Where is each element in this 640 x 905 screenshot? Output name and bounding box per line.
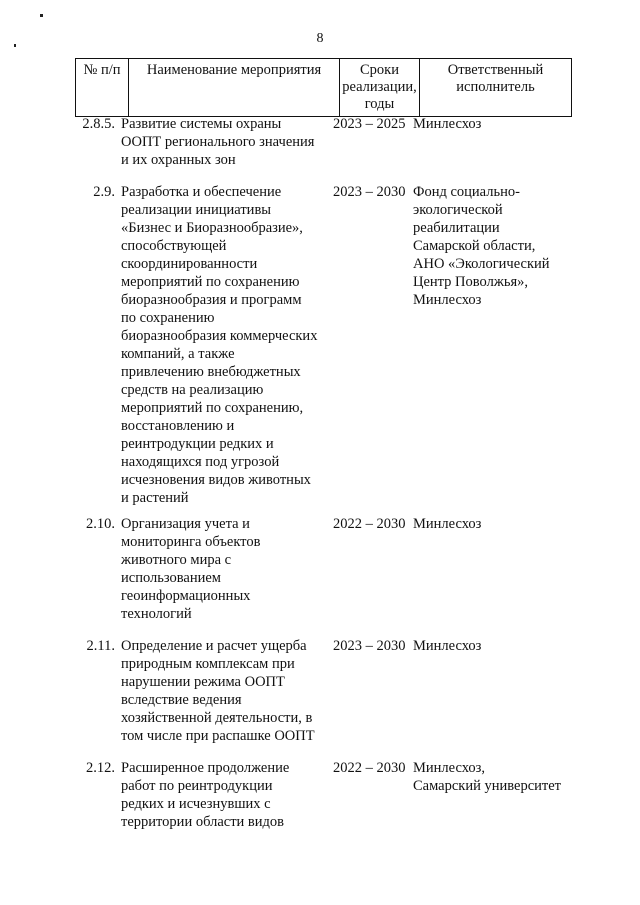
row-name-line: хозяйственной деятельности, в: [121, 710, 313, 726]
row-number: 2.12.: [86, 760, 115, 776]
header-responsible: [420, 59, 572, 117]
row-name-line: Организация учета и: [121, 516, 250, 532]
row-term: 2022 – 2030: [333, 760, 406, 776]
row-name-line: исчезновения видов животных: [121, 472, 311, 488]
row-number: 2.9.: [93, 184, 115, 200]
row-name-line: работ по реинтродукции: [121, 778, 273, 794]
row-responsible: [413, 115, 583, 133]
row-number: 2.10.: [86, 516, 115, 532]
row-responsible-line: Минлесхоз: [413, 292, 482, 308]
row-responsible-line: Минлесхоз: [413, 516, 482, 532]
header-term-line: годы: [364, 96, 395, 112]
row-name-line: по сохранению: [121, 310, 215, 326]
header-name: Наименование мероприятия: [129, 59, 340, 117]
row-name-line: привлечению внебюджетных: [121, 364, 301, 380]
scan-dot: [40, 14, 43, 17]
row-term: 2023 – 2025: [333, 116, 406, 132]
row-name-line: природным комплексам при: [121, 656, 295, 672]
row-name-line: вследствие ведения: [121, 692, 242, 708]
row-name-line: животного мира с: [121, 552, 232, 568]
row-responsible-line: АНО «Экологический: [413, 256, 550, 272]
row-name-line: Разработка и обеспечение: [121, 184, 282, 200]
row-name-line: Развитие системы охраны: [121, 116, 282, 132]
header-term-line: реализации,: [342, 79, 417, 95]
row-name-line: мониторинга объектов: [121, 534, 261, 550]
row-name-line: «Бизнес и Биоразнообразие»,: [121, 220, 303, 236]
row-name-line: территории области видов: [121, 814, 284, 830]
row-responsible-line: Центр Поволжья»,: [413, 274, 528, 290]
row-name-line: компаний, а также: [121, 346, 235, 362]
row-responsible-line: Минлесхоз,: [413, 760, 485, 776]
row-name-line: биоразнообразия и программ: [121, 292, 302, 308]
row-name-line: средств на реализацию: [121, 382, 264, 398]
row-name-line: и их охранных зон: [121, 152, 236, 168]
row-responsible: [413, 637, 583, 655]
row-name-line: восстановлению и: [121, 418, 235, 434]
header-responsible-line: Ответственный: [447, 62, 544, 78]
row-name-line: реализации инициативы: [121, 202, 272, 218]
row-name-line: и растений: [121, 490, 189, 506]
row-name-line: геоинформационных: [121, 588, 251, 604]
row-name-line: ООПТ регионального значения: [121, 134, 315, 150]
row-name-line: мероприятий по сохранению: [121, 274, 300, 290]
row-term: 2022 – 2030: [333, 516, 406, 532]
row-number: 2.8.5.: [82, 116, 115, 132]
row-responsible: [413, 515, 583, 533]
row-name-line: использованием: [121, 570, 221, 586]
row-responsible-line: Минлесхоз: [413, 638, 482, 654]
row-name: [121, 759, 336, 831]
row-name: [121, 637, 336, 745]
row-responsible-line: Минлесхоз: [413, 116, 482, 132]
row-name-line: нарушении режима ООПТ: [121, 674, 285, 690]
row-name-line: находящихся под угрозой: [121, 454, 280, 470]
row-responsible: [413, 183, 583, 309]
row-term: 2023 – 2030: [333, 638, 406, 654]
header-term-line: Сроки: [360, 62, 399, 78]
row-name-line: технологий: [121, 606, 192, 622]
row-responsible-line: Самарский университет: [413, 778, 562, 794]
row-responsible-line: реабилитации: [413, 220, 500, 236]
table-header: [75, 58, 572, 117]
header-term: [340, 59, 420, 117]
row-name-line: том числе при распашке ООПТ: [121, 728, 315, 744]
row-responsible-line: Самарской области,: [413, 238, 536, 254]
row-name: [121, 115, 336, 169]
row-name-line: мероприятий по сохранению,: [121, 400, 304, 416]
row-term: 2023 – 2030: [333, 184, 406, 200]
header-number: № п/п: [76, 59, 129, 117]
row-name-line: реинтродукции редких и: [121, 436, 274, 452]
row-number: 2.11.: [86, 638, 115, 654]
row-name-line: способствующей: [121, 238, 227, 254]
row-name-line: Расширенное продолжение: [121, 760, 290, 776]
row-name: [121, 183, 336, 507]
row-name-line: редких и исчезнувших с: [121, 796, 271, 812]
page-number: 8: [316, 31, 324, 46]
row-name-line: биоразнообразия коммерческих: [121, 328, 318, 344]
row-responsible-line: Фонд социально-: [413, 184, 520, 200]
row-name-line: скоординированности: [121, 256, 258, 272]
header-responsible-line: исполнитель: [456, 79, 535, 95]
row-name-line: Определение и расчет ущерба: [121, 638, 307, 654]
row-responsible: [413, 759, 583, 795]
row-name: [121, 515, 336, 623]
row-responsible-line: экологической: [413, 202, 503, 218]
